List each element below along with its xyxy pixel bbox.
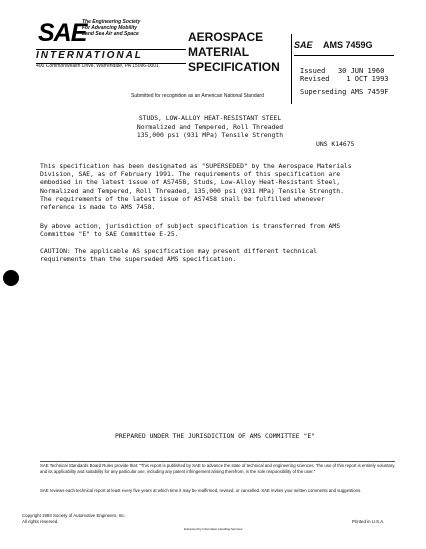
- header-divider: [291, 34, 292, 104]
- paragraph-jurisdiction: By above action, jurisdiction of subject specification is transferred from AMS Committee "E" to SAE Committee E-25.: [40, 222, 341, 239]
- issued-date: 30 JUN 1960: [337, 67, 385, 75]
- bottom-note: Enhanced by Information Handling Services: [184, 527, 243, 531]
- document-title-line: 135,000 psi (931 MPa) Tensile Strength: [136, 131, 284, 139]
- title-line: SPECIFICATION: [188, 60, 280, 74]
- tagline-line: The Engineering Society: [82, 19, 141, 25]
- title-line: AEROSPACE: [188, 30, 264, 44]
- sae-address: 400 Commonwealth Drive, Warrendale, PA 15096-0001: [36, 63, 159, 69]
- issued-label: Issued: [300, 67, 326, 75]
- international-banner: INTERNATIONAL: [36, 49, 186, 64]
- sae-logo: SAE: [38, 19, 87, 47]
- paragraph-caution: CAUTION: The applicable AS specification may present different technical requirements than the superseded AMS specification.: [40, 247, 318, 264]
- document-title-line: Normalized and Tempered, Roll Threaded: [136, 122, 284, 131]
- copyright: [22, 513, 126, 525]
- revised-label: Revised: [300, 75, 330, 83]
- paragraph-superseded: This specification has been designated as "SUPERSEDED" by the Aerospace Materials Division, SAE, as of February 1991. The requirements of this specification are embodied in the latest issue of AS7458, Studs, Low-Alloy Heat-Resistant Steel, Normalized and Tempered, Roll Threaded, 135,000 psi (931 MPa) Tensile Strength. The requirements of the latest issue of AS7458 shall be fulfilled whenever reference is made to AMS 7458.: [40, 162, 352, 212]
- sae-small-logo: SAE: [294, 40, 313, 50]
- sae-tagline: [82, 19, 182, 37]
- tagline-line: Land Sea Air and Space: [82, 31, 139, 37]
- ams-number: AMS 7459G: [323, 40, 373, 50]
- superseding-note: Superseding AMS 7459F: [300, 88, 389, 96]
- issue-dates: [300, 67, 389, 83]
- uns-number: UNS K14675: [316, 140, 355, 148]
- document-type-title: [188, 30, 288, 75]
- tagline-line: For Advancing Mobility: [82, 25, 138, 31]
- printed-in: Printed in U.S.A.: [352, 519, 385, 524]
- footer-review-paragraph: SAE reviews each technical report at least every five years at which time it may be reaffirmed, revised, or cancelled. SAE invites your written comments and suggestions.: [40, 488, 362, 493]
- document-title: [60, 114, 360, 140]
- rights-line: All rights reserved.: [22, 519, 59, 524]
- header-rule: [294, 55, 394, 56]
- footer-rules-paragraph: SAE Technical Standards Board Rules provide that: "This report is published by SAE to advance the state of technical and engineering sciences. The use of this report is entirely voluntary, and its applicability and suitability for any particular use, including any patent infringement arising therefrom, is the sole responsibility of the user.": [40, 463, 396, 474]
- document-title-line: STUDS, LOW-ALLOY HEAT-RESISTANT STEEL: [138, 114, 282, 122]
- title-line: MATERIAL: [188, 45, 250, 59]
- punch-hole: [3, 270, 19, 286]
- submitted-note: Submitted for recognition as an American National Standard: [131, 93, 264, 99]
- footer-rule: [40, 461, 395, 462]
- revised-date: 1 OCT 1993: [346, 75, 389, 83]
- prepared-statement: PREPARED UNDER THE JURISDICTION OF AMS COMMITTEE "E": [114, 432, 316, 440]
- copyright-line: Copyright 1993 Society of Automotive Engineers, Inc.: [22, 513, 126, 518]
